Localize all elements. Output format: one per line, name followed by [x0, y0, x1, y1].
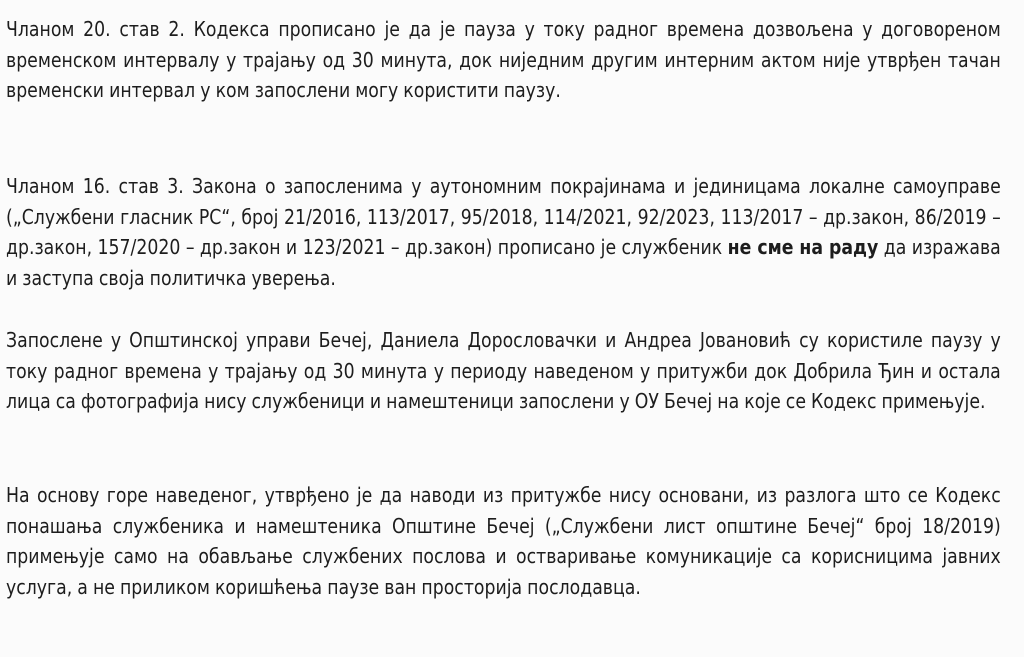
paragraph-text-end: да изражава и заступа своја политичка уверења.	[6, 235, 1001, 290]
paragraph-text: Чланом 20. став 2. Кодекса прописано је да је пауза у току радног времена дозвољена у договореном временском интервалу у трајању од 30 минута, док ниједним другим интерним актом није утврђен тачан временски интервал у ком запослени могу користити паузу.	[6, 17, 1001, 102]
paragraph-text: На основу горе наведеног, утврђено је да наводи из притужбе нису основани, из разлога што се Кодекс понашања службеника и намештеника Општине Бечеј („Службени лист општине Бечеј“ број 18/2019) примењује само на обављање службених послова и остваривање комуникације са корисницима јавних услуга, а не приликом коришћења паузе ван просторија послодавца.	[6, 483, 1001, 599]
paragraph-text-start: Чланом 16. став 3. Закона о запосленима у аутономним покрајинама и јединицама локалне самоуправе („Службени гласник РС“, број 21/2016, 113/2017, 95/2018, 114/2021, 92/2023, 113/2017 – др.закон, 86/2019 – др.закон, 157/2020 – др.закон и 123/2021 – др.закон) прописано је службеник	[6, 174, 1001, 259]
paragraph-employees	[6, 325, 1001, 417]
emphasized-text: не сме на раду	[727, 235, 879, 259]
paragraph-text: Запослене у Општинској управи Бечеј, Даниела Дорословачки и Андреа Јовановић су користиле паузу у току радног времена у трајању од 30 минута у периоду наведеном у притужби док Добрила Ђин и остала лица са фотографија нису службеници и намештеници запослени у ОУ Бечеј на које се Кодекс примењује.	[6, 328, 1001, 413]
paragraph-conclusion	[6, 480, 1001, 602]
paragraph-pause-rule	[6, 14, 1001, 106]
paragraph-law-article	[6, 171, 1001, 293]
